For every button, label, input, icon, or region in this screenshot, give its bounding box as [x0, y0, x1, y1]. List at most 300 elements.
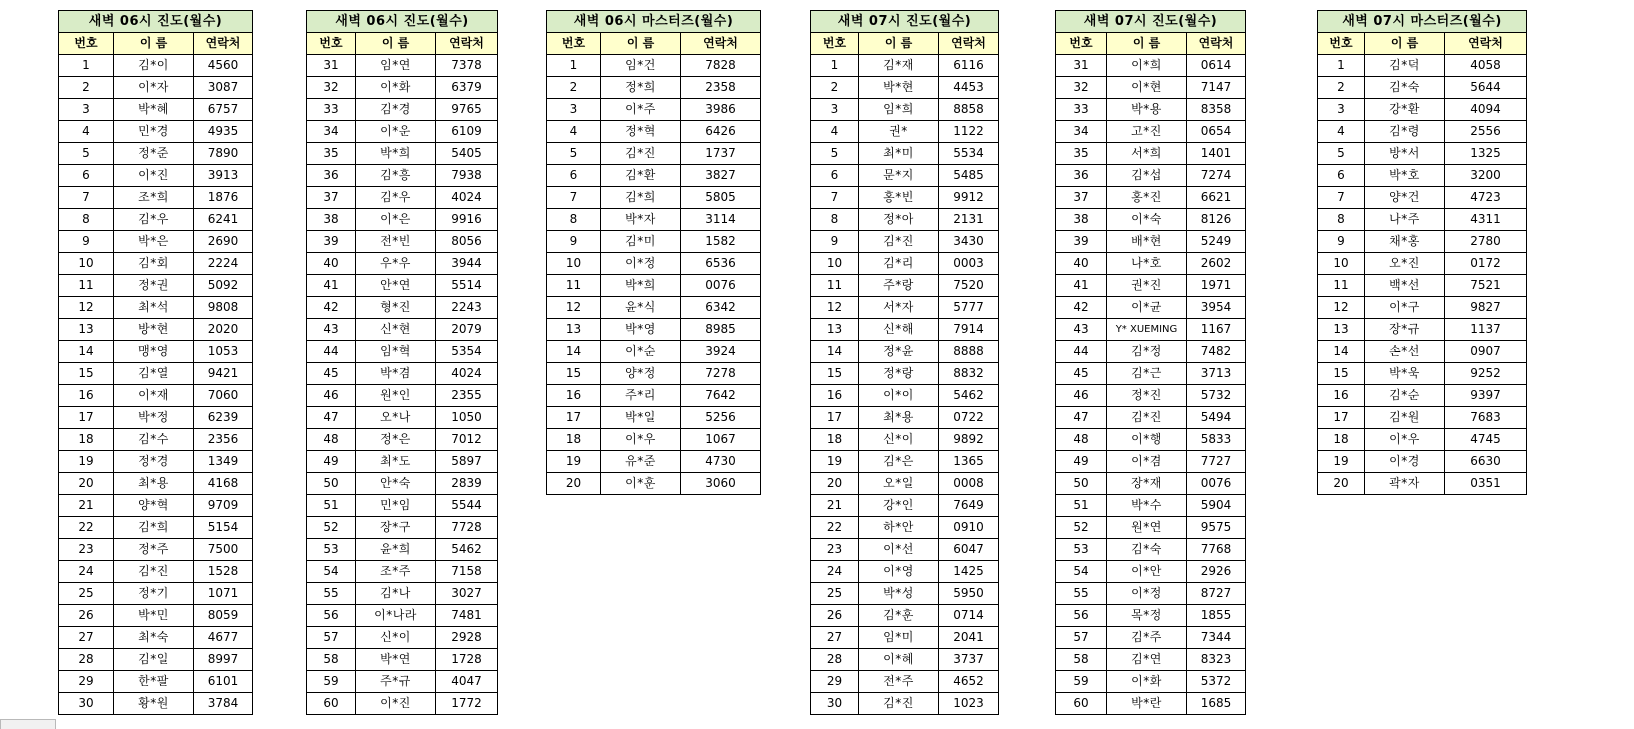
phone-last4[interactable]: 7481 — [436, 605, 498, 627]
phone-last4[interactable]: 5494 — [1187, 407, 1246, 429]
row-number[interactable]: 3 — [811, 99, 859, 121]
member-name[interactable]: 정*아 — [859, 209, 939, 231]
row-number[interactable]: 48 — [1056, 429, 1107, 451]
phone-last4[interactable]: 7728 — [436, 517, 498, 539]
member-name[interactable]: 김*섭 — [1107, 165, 1187, 187]
row-number[interactable]: 5 — [59, 143, 114, 165]
phone-last4[interactable]: 4723 — [1445, 187, 1527, 209]
row-number[interactable]: 24 — [59, 561, 114, 583]
member-name[interactable]: 정*경 — [114, 451, 194, 473]
member-name[interactable]: 박*현 — [859, 77, 939, 99]
phone-last4[interactable]: 8888 — [939, 341, 999, 363]
member-name[interactable]: 원*인 — [356, 385, 436, 407]
phone-last4[interactable]: 5777 — [939, 297, 999, 319]
phone-last4[interactable]: 1167 — [1187, 319, 1246, 341]
row-number[interactable]: 3 — [59, 99, 114, 121]
row-number[interactable]: 43 — [1056, 319, 1107, 341]
phone-last4[interactable]: 8126 — [1187, 209, 1246, 231]
phone-last4[interactable]: 5514 — [436, 275, 498, 297]
row-number[interactable]: 6 — [59, 165, 114, 187]
member-name[interactable]: 이*자 — [114, 77, 194, 99]
row-number[interactable]: 15 — [547, 363, 601, 385]
phone-last4[interactable]: 1137 — [1445, 319, 1527, 341]
row-number[interactable]: 18 — [547, 429, 601, 451]
phone-last4[interactable]: 9252 — [1445, 363, 1527, 385]
phone-last4[interactable]: 7520 — [939, 275, 999, 297]
phone-last4[interactable]: 0008 — [939, 473, 999, 495]
phone-last4[interactable]: 1053 — [194, 341, 253, 363]
row-number[interactable]: 53 — [1056, 539, 1107, 561]
phone-last4[interactable]: 1023 — [939, 693, 999, 715]
row-number[interactable]: 10 — [59, 253, 114, 275]
row-number[interactable]: 15 — [59, 363, 114, 385]
member-name[interactable]: 정*윤 — [859, 341, 939, 363]
row-number[interactable]: 59 — [307, 671, 356, 693]
member-name[interactable]: 이*정 — [601, 253, 681, 275]
row-number[interactable]: 11 — [811, 275, 859, 297]
member-name[interactable]: 박*란 — [1107, 693, 1187, 715]
phone-last4[interactable]: 4094 — [1445, 99, 1527, 121]
phone-last4[interactable]: 0003 — [939, 253, 999, 275]
phone-last4[interactable]: 5405 — [436, 143, 498, 165]
member-name[interactable]: 서*자 — [859, 297, 939, 319]
row-number[interactable]: 41 — [307, 275, 356, 297]
row-number[interactable]: 26 — [59, 605, 114, 627]
row-number[interactable]: 16 — [1318, 385, 1365, 407]
phone-last4[interactable]: 1772 — [436, 693, 498, 715]
phone-last4[interactable]: 7344 — [1187, 627, 1246, 649]
row-number[interactable]: 49 — [307, 451, 356, 473]
phone-last4[interactable]: 5950 — [939, 583, 999, 605]
phone-last4[interactable]: 2224 — [194, 253, 253, 275]
phone-last4[interactable]: 7060 — [194, 385, 253, 407]
member-name[interactable]: 정*준 — [114, 143, 194, 165]
member-name[interactable]: 민*임 — [356, 495, 436, 517]
phone-last4[interactable]: 6239 — [194, 407, 253, 429]
row-number[interactable]: 39 — [307, 231, 356, 253]
row-number[interactable]: 2 — [547, 77, 601, 99]
phone-last4[interactable]: 5805 — [681, 187, 761, 209]
phone-last4[interactable]: 5249 — [1187, 231, 1246, 253]
member-name[interactable]: 이*나라 — [356, 605, 436, 627]
phone-last4[interactable]: 1349 — [194, 451, 253, 473]
row-number[interactable]: 9 — [59, 231, 114, 253]
member-name[interactable]: 원*연 — [1107, 517, 1187, 539]
row-number[interactable]: 37 — [307, 187, 356, 209]
row-number[interactable]: 59 — [1056, 671, 1107, 693]
phone-last4[interactable]: 5462 — [939, 385, 999, 407]
member-name[interactable]: 주*규 — [356, 671, 436, 693]
member-name[interactable]: 김*진 — [859, 231, 939, 253]
phone-last4[interactable]: 4024 — [436, 363, 498, 385]
row-number[interactable]: 57 — [1056, 627, 1107, 649]
member-name[interactable]: 이*현 — [1107, 77, 1187, 99]
phone-last4[interactable]: 8858 — [939, 99, 999, 121]
member-name[interactable]: 이*정 — [1107, 583, 1187, 605]
member-name[interactable]: 장*재 — [1107, 473, 1187, 495]
member-name[interactable]: 백*선 — [1365, 275, 1445, 297]
member-name[interactable]: 최*도 — [356, 451, 436, 473]
row-number[interactable]: 17 — [59, 407, 114, 429]
row-number[interactable]: 12 — [811, 297, 859, 319]
row-number[interactable]: 22 — [811, 517, 859, 539]
phone-last4[interactable]: 1325 — [1445, 143, 1527, 165]
phone-last4[interactable]: 3784 — [194, 693, 253, 715]
phone-last4[interactable]: 3200 — [1445, 165, 1527, 187]
row-number[interactable]: 25 — [59, 583, 114, 605]
row-number[interactable]: 7 — [1318, 187, 1365, 209]
row-number[interactable]: 8 — [59, 209, 114, 231]
phone-last4[interactable]: 9421 — [194, 363, 253, 385]
row-number[interactable]: 54 — [1056, 561, 1107, 583]
member-name[interactable]: 손*선 — [1365, 341, 1445, 363]
member-name[interactable]: 박*성 — [859, 583, 939, 605]
member-name[interactable]: 고*진 — [1107, 121, 1187, 143]
member-name[interactable]: 유*준 — [601, 451, 681, 473]
phone-last4[interactable]: 0714 — [939, 605, 999, 627]
phone-last4[interactable]: 3954 — [1187, 297, 1246, 319]
phone-last4[interactable]: 4047 — [436, 671, 498, 693]
row-number[interactable]: 28 — [811, 649, 859, 671]
member-name[interactable]: 권*진 — [1107, 275, 1187, 297]
row-number[interactable]: 14 — [811, 341, 859, 363]
row-number[interactable]: 1 — [1318, 55, 1365, 77]
member-name[interactable]: 강*환 — [1365, 99, 1445, 121]
row-number[interactable]: 12 — [547, 297, 601, 319]
phone-last4[interactable]: 9575 — [1187, 517, 1246, 539]
row-number[interactable]: 47 — [307, 407, 356, 429]
phone-last4[interactable]: 2928 — [436, 627, 498, 649]
phone-last4[interactable]: 2020 — [194, 319, 253, 341]
phone-last4[interactable]: 6621 — [1187, 187, 1246, 209]
member-name[interactable]: 이*경 — [1365, 451, 1445, 473]
row-number[interactable]: 56 — [1056, 605, 1107, 627]
row-number[interactable]: 10 — [1318, 253, 1365, 275]
member-name[interactable]: 이*우 — [1365, 429, 1445, 451]
member-name[interactable]: 임*건 — [601, 55, 681, 77]
member-name[interactable]: 김*희 — [601, 187, 681, 209]
phone-last4[interactable]: 3944 — [436, 253, 498, 275]
member-name[interactable]: 이*훈 — [601, 473, 681, 495]
member-name[interactable]: 전*주 — [859, 671, 939, 693]
member-name[interactable]: 김*원 — [1365, 407, 1445, 429]
member-name[interactable]: 김*이 — [114, 55, 194, 77]
member-name[interactable]: 이*겸 — [1107, 451, 1187, 473]
member-name[interactable]: 오*나 — [356, 407, 436, 429]
phone-last4[interactable]: 0076 — [1187, 473, 1246, 495]
phone-last4[interactable]: 7890 — [194, 143, 253, 165]
phone-last4[interactable]: 1876 — [194, 187, 253, 209]
member-name[interactable]: 방*현 — [114, 319, 194, 341]
phone-last4[interactable]: 9808 — [194, 297, 253, 319]
phone-last4[interactable]: 9827 — [1445, 297, 1527, 319]
member-name[interactable]: 김*미 — [601, 231, 681, 253]
member-name[interactable]: 박*용 — [1107, 99, 1187, 121]
row-number[interactable]: 2 — [1318, 77, 1365, 99]
member-name[interactable]: 이*화 — [356, 77, 436, 99]
phone-last4[interactable]: 5354 — [436, 341, 498, 363]
member-name[interactable]: 김*정 — [1107, 341, 1187, 363]
row-number[interactable]: 27 — [811, 627, 859, 649]
row-number[interactable]: 44 — [307, 341, 356, 363]
member-name[interactable]: 이*재 — [114, 385, 194, 407]
member-name[interactable]: 임*연 — [356, 55, 436, 77]
row-number[interactable]: 8 — [1318, 209, 1365, 231]
member-name[interactable]: 박*자 — [601, 209, 681, 231]
phone-last4[interactable]: 8358 — [1187, 99, 1246, 121]
row-number[interactable]: 13 — [59, 319, 114, 341]
member-name[interactable]: 이*은 — [356, 209, 436, 231]
member-name[interactable]: 신*현 — [356, 319, 436, 341]
phone-last4[interactable]: 2243 — [436, 297, 498, 319]
member-name[interactable]: 정*권 — [114, 275, 194, 297]
row-number[interactable]: 15 — [1318, 363, 1365, 385]
row-number[interactable]: 3 — [1318, 99, 1365, 121]
phone-last4[interactable]: 4453 — [939, 77, 999, 99]
member-name[interactable]: 윤*식 — [601, 297, 681, 319]
member-name[interactable]: 최*숙 — [114, 627, 194, 649]
phone-last4[interactable]: 1071 — [194, 583, 253, 605]
row-number[interactable]: 33 — [1056, 99, 1107, 121]
phone-last4[interactable]: 3087 — [194, 77, 253, 99]
phone-last4[interactable]: 1528 — [194, 561, 253, 583]
row-number[interactable]: 56 — [307, 605, 356, 627]
member-name[interactable]: 민*경 — [114, 121, 194, 143]
member-name[interactable]: 김*우 — [114, 209, 194, 231]
row-number[interactable]: 16 — [59, 385, 114, 407]
member-name[interactable]: 양*건 — [1365, 187, 1445, 209]
row-number[interactable]: 4 — [1318, 121, 1365, 143]
phone-last4[interactable]: 2358 — [681, 77, 761, 99]
phone-last4[interactable]: 7914 — [939, 319, 999, 341]
row-number[interactable]: 48 — [307, 429, 356, 451]
phone-last4[interactable]: 0722 — [939, 407, 999, 429]
member-name[interactable]: 형*진 — [356, 297, 436, 319]
phone-last4[interactable]: 2356 — [194, 429, 253, 451]
row-number[interactable]: 21 — [811, 495, 859, 517]
phone-last4[interactable]: 0172 — [1445, 253, 1527, 275]
phone-last4[interactable]: 7147 — [1187, 77, 1246, 99]
member-name[interactable]: 신*이 — [356, 627, 436, 649]
row-number[interactable]: 39 — [1056, 231, 1107, 253]
phone-last4[interactable]: 2602 — [1187, 253, 1246, 275]
member-name[interactable]: 나*주 — [1365, 209, 1445, 231]
row-number[interactable]: 12 — [1318, 297, 1365, 319]
member-name[interactable]: 이*안 — [1107, 561, 1187, 583]
phone-last4[interactable]: 6379 — [436, 77, 498, 99]
member-name[interactable]: 김*열 — [114, 363, 194, 385]
phone-last4[interactable]: 1737 — [681, 143, 761, 165]
phone-last4[interactable]: 0076 — [681, 275, 761, 297]
row-number[interactable]: 6 — [547, 165, 601, 187]
phone-last4[interactable]: 2690 — [194, 231, 253, 253]
row-number[interactable]: 1 — [811, 55, 859, 77]
phone-last4[interactable]: 6342 — [681, 297, 761, 319]
phone-last4[interactable]: 8059 — [194, 605, 253, 627]
member-name[interactable]: 양*정 — [601, 363, 681, 385]
row-number[interactable]: 7 — [59, 187, 114, 209]
member-name[interactable]: 김*훈 — [859, 605, 939, 627]
row-number[interactable]: 16 — [811, 385, 859, 407]
phone-last4[interactable]: 0351 — [1445, 473, 1527, 495]
row-number[interactable]: 55 — [307, 583, 356, 605]
row-number[interactable]: 41 — [1056, 275, 1107, 297]
member-name[interactable]: 오*일 — [859, 473, 939, 495]
member-name[interactable]: 이*균 — [1107, 297, 1187, 319]
member-name[interactable]: 최*석 — [114, 297, 194, 319]
row-number[interactable]: 2 — [811, 77, 859, 99]
member-name[interactable]: 최*미 — [859, 143, 939, 165]
row-number[interactable]: 40 — [307, 253, 356, 275]
row-number[interactable]: 58 — [307, 649, 356, 671]
phone-last4[interactable]: 5372 — [1187, 671, 1246, 693]
row-number[interactable]: 5 — [811, 143, 859, 165]
phone-last4[interactable]: 2556 — [1445, 121, 1527, 143]
row-number[interactable]: 23 — [59, 539, 114, 561]
phone-last4[interactable]: 3430 — [939, 231, 999, 253]
row-number[interactable]: 43 — [307, 319, 356, 341]
phone-last4[interactable]: 6109 — [436, 121, 498, 143]
phone-last4[interactable]: 7012 — [436, 429, 498, 451]
row-number[interactable]: 47 — [1056, 407, 1107, 429]
member-name[interactable]: 정*은 — [356, 429, 436, 451]
member-name[interactable]: 오*진 — [1365, 253, 1445, 275]
member-name[interactable]: 김*순 — [1365, 385, 1445, 407]
row-number[interactable]: 27 — [59, 627, 114, 649]
member-name[interactable]: 하*안 — [859, 517, 939, 539]
member-name[interactable]: 김*일 — [114, 649, 194, 671]
member-name[interactable]: 임*희 — [859, 99, 939, 121]
member-name[interactable]: 문*지 — [859, 165, 939, 187]
member-name[interactable]: 김*환 — [601, 165, 681, 187]
member-name[interactable]: 이*숙 — [1107, 209, 1187, 231]
phone-last4[interactable]: 9892 — [939, 429, 999, 451]
row-number[interactable]: 4 — [547, 121, 601, 143]
phone-last4[interactable]: 7828 — [681, 55, 761, 77]
phone-last4[interactable]: 3986 — [681, 99, 761, 121]
phone-last4[interactable]: 7649 — [939, 495, 999, 517]
row-number[interactable]: 54 — [307, 561, 356, 583]
phone-last4[interactable]: 1122 — [939, 121, 999, 143]
row-number[interactable]: 23 — [811, 539, 859, 561]
member-name[interactable]: 이*영 — [859, 561, 939, 583]
row-number[interactable]: 42 — [307, 297, 356, 319]
row-number[interactable]: 49 — [1056, 451, 1107, 473]
row-number[interactable]: 28 — [59, 649, 114, 671]
phone-last4[interactable]: 1855 — [1187, 605, 1246, 627]
member-name[interactable]: 박*희 — [601, 275, 681, 297]
phone-last4[interactable]: 8056 — [436, 231, 498, 253]
member-name[interactable]: 김*흥 — [356, 165, 436, 187]
phone-last4[interactable]: 5485 — [939, 165, 999, 187]
phone-last4[interactable]: 7500 — [194, 539, 253, 561]
member-name[interactable]: 김*회 — [114, 253, 194, 275]
row-number[interactable]: 17 — [1318, 407, 1365, 429]
phone-last4[interactable]: 5544 — [436, 495, 498, 517]
row-number[interactable]: 50 — [1056, 473, 1107, 495]
phone-last4[interactable]: 5904 — [1187, 495, 1246, 517]
phone-last4[interactable]: 5154 — [194, 517, 253, 539]
member-name[interactable]: 홍*빈 — [859, 187, 939, 209]
member-name[interactable]: 김*진 — [1107, 407, 1187, 429]
phone-last4[interactable]: 7378 — [436, 55, 498, 77]
phone-last4[interactable]: 1685 — [1187, 693, 1246, 715]
phone-last4[interactable]: 9397 — [1445, 385, 1527, 407]
member-name[interactable]: 임*미 — [859, 627, 939, 649]
row-number[interactable]: 15 — [811, 363, 859, 385]
row-number[interactable]: 20 — [1318, 473, 1365, 495]
phone-last4[interactable]: 4311 — [1445, 209, 1527, 231]
member-name[interactable]: 전*빈 — [356, 231, 436, 253]
member-name[interactable]: 이*진 — [356, 693, 436, 715]
phone-last4[interactable]: 2780 — [1445, 231, 1527, 253]
phone-last4[interactable]: 3713 — [1187, 363, 1246, 385]
member-name[interactable]: 최*용 — [114, 473, 194, 495]
member-name[interactable]: 이*이 — [859, 385, 939, 407]
row-number[interactable]: 34 — [1056, 121, 1107, 143]
member-name[interactable]: 김*진 — [114, 561, 194, 583]
phone-last4[interactable]: 1971 — [1187, 275, 1246, 297]
member-name[interactable]: 이*순 — [601, 341, 681, 363]
row-number[interactable]: 10 — [811, 253, 859, 275]
member-name[interactable]: 강*인 — [859, 495, 939, 517]
row-number[interactable]: 11 — [547, 275, 601, 297]
row-number[interactable]: 11 — [1318, 275, 1365, 297]
member-name[interactable]: 박*영 — [601, 319, 681, 341]
row-number[interactable]: 17 — [547, 407, 601, 429]
row-number[interactable]: 30 — [59, 693, 114, 715]
row-number[interactable]: 52 — [307, 517, 356, 539]
member-name[interactable]: 윤*희 — [356, 539, 436, 561]
row-number[interactable]: 7 — [811, 187, 859, 209]
row-number[interactable]: 9 — [811, 231, 859, 253]
phone-last4[interactable]: 2079 — [436, 319, 498, 341]
row-number[interactable]: 19 — [547, 451, 601, 473]
phone-last4[interactable]: 4745 — [1445, 429, 1527, 451]
row-number[interactable]: 38 — [307, 209, 356, 231]
row-number[interactable]: 35 — [307, 143, 356, 165]
row-number[interactable]: 19 — [1318, 451, 1365, 473]
row-number[interactable]: 17 — [811, 407, 859, 429]
phone-last4[interactable]: 6630 — [1445, 451, 1527, 473]
phone-last4[interactable]: 6116 — [939, 55, 999, 77]
member-name[interactable]: 나*호 — [1107, 253, 1187, 275]
row-number[interactable]: 9 — [1318, 231, 1365, 253]
row-number[interactable]: 42 — [1056, 297, 1107, 319]
row-number[interactable]: 9 — [547, 231, 601, 253]
member-name[interactable]: 김*재 — [859, 55, 939, 77]
row-number[interactable]: 7 — [547, 187, 601, 209]
row-number[interactable]: 57 — [307, 627, 356, 649]
member-name[interactable]: 황*원 — [114, 693, 194, 715]
member-name[interactable]: 정*진 — [1107, 385, 1187, 407]
member-name[interactable]: 김*은 — [859, 451, 939, 473]
phone-last4[interactable]: 8832 — [939, 363, 999, 385]
row-number[interactable]: 45 — [1056, 363, 1107, 385]
phone-last4[interactable]: 5092 — [194, 275, 253, 297]
row-number[interactable]: 37 — [1056, 187, 1107, 209]
row-number[interactable]: 11 — [59, 275, 114, 297]
phone-last4[interactable]: 3737 — [939, 649, 999, 671]
phone-last4[interactable]: 7683 — [1445, 407, 1527, 429]
member-name[interactable]: 채*홍 — [1365, 231, 1445, 253]
row-number[interactable]: 32 — [1056, 77, 1107, 99]
member-name[interactable]: 박*일 — [601, 407, 681, 429]
member-name[interactable]: 김*근 — [1107, 363, 1187, 385]
phone-last4[interactable]: 5732 — [1187, 385, 1246, 407]
member-name[interactable]: 김*진 — [859, 693, 939, 715]
phone-last4[interactable]: 4560 — [194, 55, 253, 77]
